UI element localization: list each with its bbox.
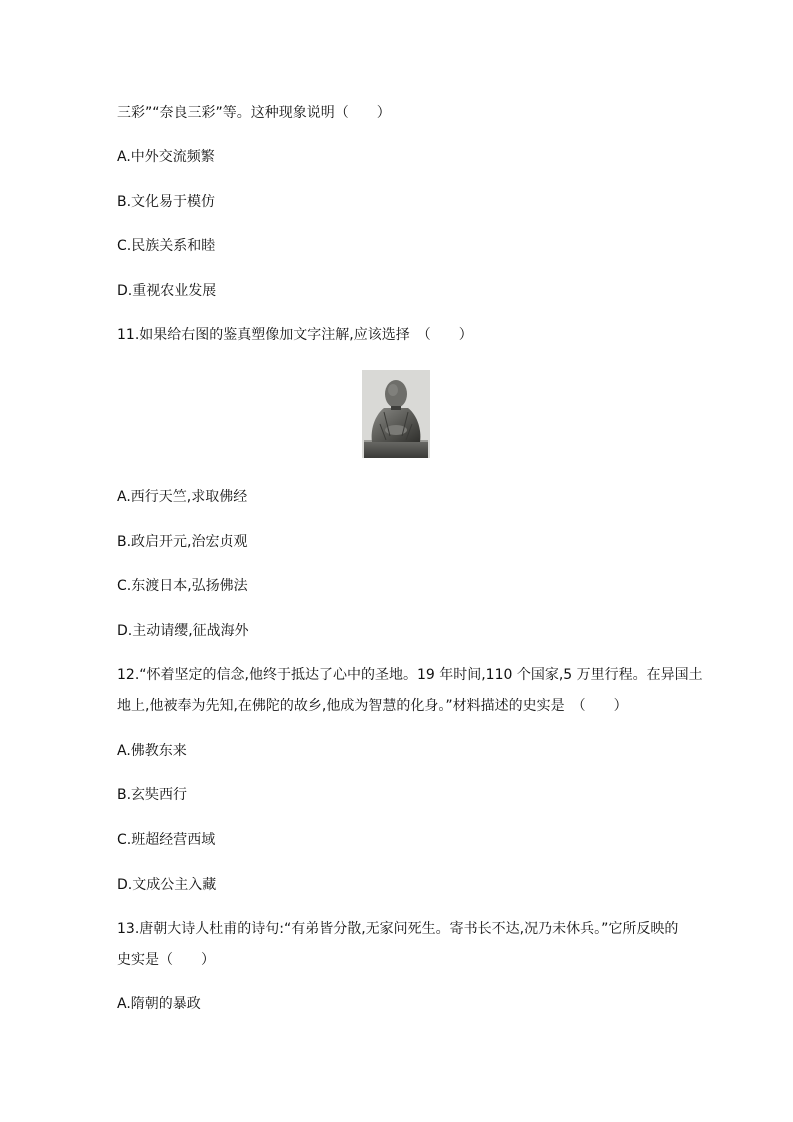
q11-stem: 11.如果给右图的鉴真塑像加文字注解,应该选择 （ ） — [117, 327, 473, 343]
q11-option-d: D.主动请缨,征战海外 — [117, 623, 249, 639]
q11-option-b: B.政启开元,治宏贞观 — [117, 534, 248, 550]
q10-stem-continuation: 三彩”“奈良三彩”等。这种现象说明（ ） — [117, 105, 391, 121]
q12-stem-line-1: 12.“怀着坚定的信念,他终于抵达了心中的圣地。19 年时间,110 个国家,5 万里行程。在异国土 — [117, 667, 703, 683]
q10-option-c: C.民族关系和睦 — [117, 238, 216, 254]
q10-option-b: B.文化易于模仿 — [117, 194, 216, 210]
q12-option-b: B.玄奘西行 — [117, 787, 188, 803]
jianzhen-statue-image — [362, 370, 430, 458]
q13-stem-line-2: 史实是（ ） — [117, 952, 215, 968]
q12-option-c: C.班超经营西域 — [117, 832, 216, 848]
q11-option-a: A.西行天竺,求取佛经 — [117, 489, 248, 505]
q10-option-a: A.中外交流频繁 — [117, 149, 215, 165]
q11-option-c: C.东渡日本,弘扬佛法 — [117, 578, 248, 594]
q13-option-a: A.隋朝的暴政 — [117, 996, 201, 1012]
q12-option-a: A.佛教东来 — [117, 743, 187, 759]
q12-stem-line-2: 地上,他被奉为先知,在佛陀的故乡,他成为智慧的化身。”材料描述的史实是 （ ） — [117, 698, 628, 714]
q10-option-d: D.重视农业发展 — [117, 283, 217, 299]
q13-stem-line-1: 13.唐朝大诗人杜甫的诗句:“有弟皆分散,无家问死生。寄书长不达,况乃未休兵。”它所反映的 — [117, 921, 679, 937]
q12-option-d: D.文成公主入藏 — [117, 877, 217, 893]
